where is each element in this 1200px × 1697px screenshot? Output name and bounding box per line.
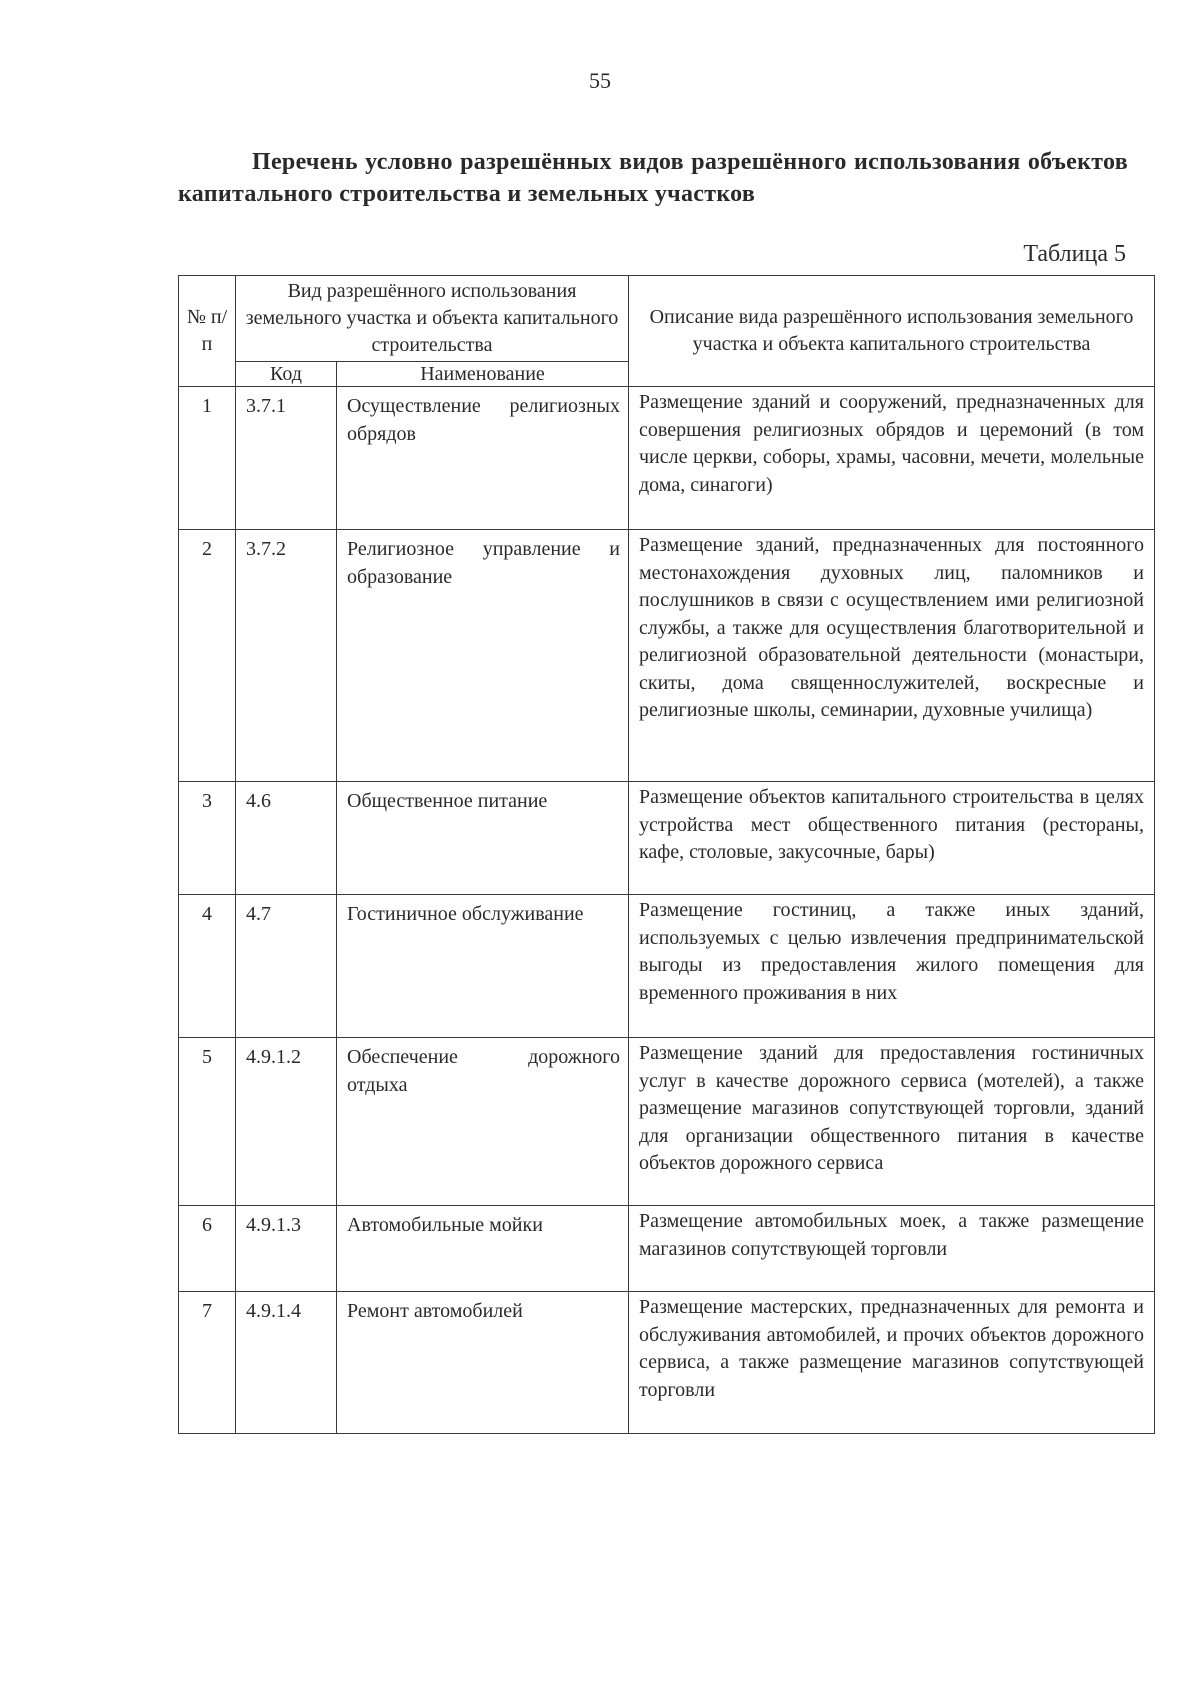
row-code: 4.9.1.4 — [236, 1292, 337, 1434]
header-name: Наименование — [337, 362, 629, 387]
row-description: Размещение автомобильных моек, а также размещение магазинов сопутствующей торговли — [629, 1206, 1155, 1292]
header-use-group: Вид разрешённого использования земельного участка и объекта капитального строительства — [236, 276, 629, 362]
row-code: 4.6 — [236, 782, 337, 895]
row-description: Размещение зданий и сооружений, предназначенных для совершения религиозных обрядов и церемоний (в том числе церкви, соборы, храмы, часовни, мечети, молельные дома, синагоги) — [629, 387, 1155, 530]
page-number: 55 — [589, 68, 611, 93]
document-title: Перечень условно разрешённых видов разрешённого использования объектов капитального строительства и земельных участков — [178, 149, 1128, 207]
row-num: 1 — [179, 387, 236, 530]
table-row — [179, 530, 1155, 782]
row-description: Размещение зданий, предназначенных для постоянного местонахождения духовных лиц, паломников и послушников в связи с осуществлением ими религиозной службы, а также для осуществления благотворительной и религиозной образовательной деятельности (монастыри, скиты, дома священнослужителей, воскресные и религиозные школы, семинарии, духовные училища) — [629, 530, 1155, 782]
row-num: 4 — [179, 895, 236, 1038]
permitted-use-table — [178, 275, 1155, 1434]
table-row — [179, 1292, 1155, 1434]
row-num: 5 — [179, 1038, 236, 1206]
table-row — [179, 782, 1155, 895]
row-name: Общественное питание — [337, 782, 629, 895]
row-description: Размещение гостиниц, а также иных зданий, используемых с целью извлечения предпринимательской выгоды из предоставления жилого помещения для временного проживания в них — [629, 895, 1155, 1038]
header-description: Описание вида разрешённого использования земельного участка и объекта капитального строительства — [629, 276, 1155, 387]
table-header-row — [179, 276, 1155, 362]
row-num: 2 — [179, 530, 236, 782]
header-code: Код — [236, 362, 337, 387]
row-name: Религиозное управление и образование — [337, 530, 629, 782]
table-row — [179, 387, 1155, 530]
row-name: Обеспечение дорожного отдыха — [337, 1038, 629, 1206]
header-num: № п/п — [179, 276, 236, 387]
row-num: 6 — [179, 1206, 236, 1292]
row-name: Ремонт автомобилей — [337, 1292, 629, 1434]
row-description: Размещение объектов капитального строительства в целях устройства мест общественного питания (рестораны, кафе, столовые, закусочные, бары) — [629, 782, 1155, 895]
row-code: 4.9.1.3 — [236, 1206, 337, 1292]
table-row — [179, 895, 1155, 1038]
row-name: Осуществление религиозных обрядов — [337, 387, 629, 530]
row-code: 4.9.1.2 — [236, 1038, 337, 1206]
row-description: Размещение мастерских, предназначенных для ремонта и обслуживания автомобилей, и прочих объектов дорожного сервиса, а также размещение магазинов сопутствующей торговли — [629, 1292, 1155, 1434]
row-description: Размещение зданий для предоставления гостиничных услуг в качестве дорожного сервиса (мотелей), а также размещение магазинов сопутствующей торговли, зданий для организации общественного питания в качестве объектов дорожного сервиса — [629, 1038, 1155, 1206]
row-code: 3.7.2 — [236, 530, 337, 782]
row-name: Гостиничное обслуживание — [337, 895, 629, 1038]
row-name: Автомобильные мойки — [337, 1206, 629, 1292]
row-code: 3.7.1 — [236, 387, 337, 530]
row-num: 7 — [179, 1292, 236, 1434]
table-row — [179, 1206, 1155, 1292]
row-num: 3 — [179, 782, 236, 895]
table-row — [179, 1038, 1155, 1206]
row-code: 4.7 — [236, 895, 337, 1038]
table-caption: Таблица 5 — [1023, 241, 1126, 267]
